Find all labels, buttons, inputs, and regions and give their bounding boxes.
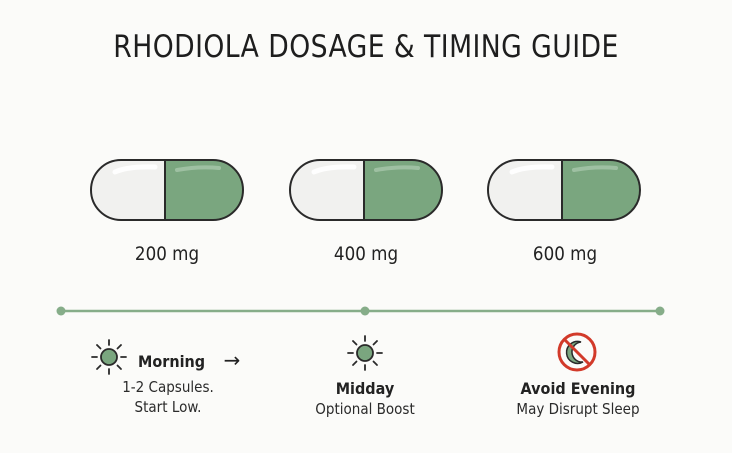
arrow-right-icon: → bbox=[223, 348, 241, 372]
dose-label-200: 200 mg bbox=[134, 243, 200, 265]
midday-subtitle: Optional Boost bbox=[315, 400, 415, 418]
midday-block bbox=[300, 379, 430, 419]
morning-heading bbox=[138, 348, 248, 372]
sun-icon bbox=[90, 338, 128, 376]
page-title: RHODIOLA DOSAGE & TIMING GUIDE bbox=[113, 29, 619, 65]
evening-subtitle: May Disrupt Sleep bbox=[516, 400, 640, 418]
dose-label-400: 400 mg bbox=[333, 243, 399, 265]
morning-title: Morning bbox=[138, 352, 206, 371]
timeline-dot-middle bbox=[361, 307, 370, 316]
midday-title: Midday bbox=[335, 379, 395, 398]
evening-block bbox=[505, 379, 651, 419]
capsule-600mg bbox=[486, 158, 642, 222]
timeline bbox=[0, 300, 732, 322]
morning-line1: 1-2 Capsules. bbox=[122, 378, 214, 396]
dose-label-600: 600 mg bbox=[532, 243, 598, 265]
no-moon-icon bbox=[556, 331, 598, 373]
morning-notes bbox=[108, 377, 228, 417]
timeline-dot-end bbox=[656, 307, 665, 316]
sun-icon bbox=[346, 334, 384, 372]
capsule-200mg bbox=[89, 158, 245, 222]
capsule-400mg bbox=[288, 158, 444, 222]
morning-line2: Start Low. bbox=[134, 398, 202, 416]
timeline-dot-start bbox=[57, 307, 66, 316]
evening-title: Avoid Evening bbox=[520, 379, 636, 398]
